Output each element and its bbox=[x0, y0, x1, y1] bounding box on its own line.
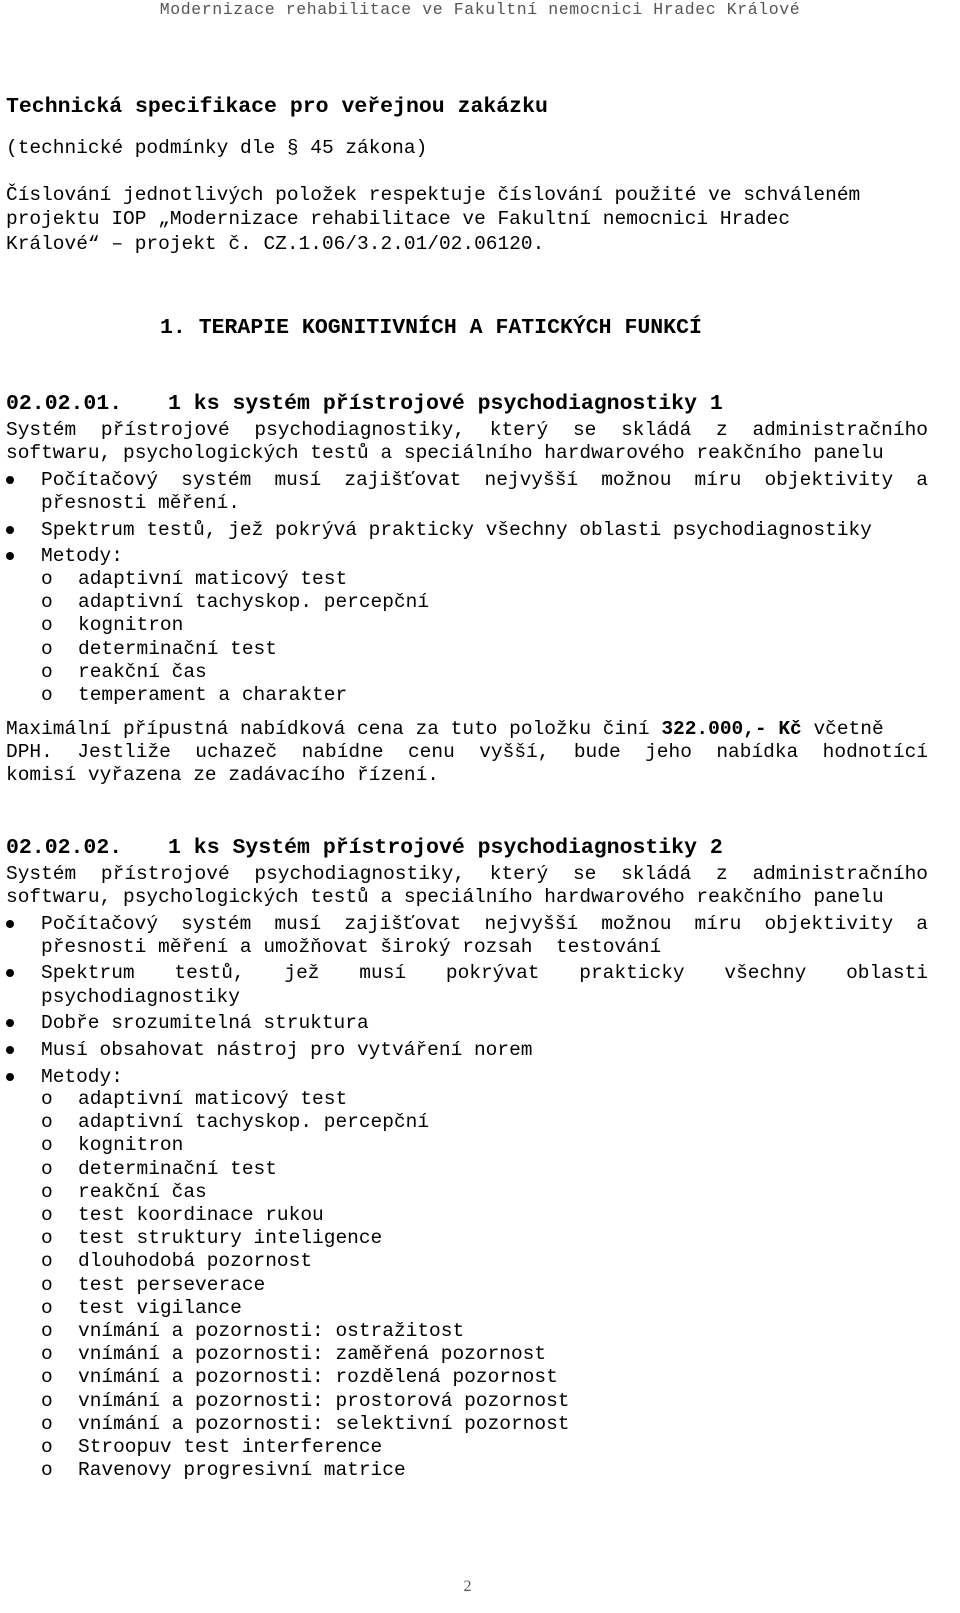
method-item: kognitron bbox=[78, 1134, 184, 1157]
method-marker: o bbox=[41, 1366, 53, 1389]
method-marker: o bbox=[41, 1273, 53, 1296]
intro-line: Číslování jednotlivých položek respektuje číslování použité ve schváleném bbox=[6, 184, 861, 206]
method-item: kognitron bbox=[78, 614, 184, 637]
method-item: dlouhodobá pozornost bbox=[78, 1250, 313, 1273]
intro-line: projektu IOP „Modernizace rehabilitace ve Fakultní nemocnici Hradec bbox=[6, 208, 791, 230]
method-marker: o bbox=[41, 568, 53, 590]
bullet-text: Počítačový systém musí zajišťovat nejvyšší možnou míru objektivity a bbox=[41, 913, 928, 935]
bullet-text: psychodiagnostiky bbox=[41, 986, 240, 1008]
method-item: adaptivní maticový test bbox=[78, 1088, 348, 1110]
bullet-text: Počítačový systém musí zajišťovat nejvyšší možnou míru objektivity a bbox=[41, 469, 928, 491]
method-item: determinační test bbox=[78, 637, 277, 660]
bullet-text: Musí obsahovat nástroj pro vytváření norem bbox=[41, 1039, 533, 1061]
method-item: vnímání a pozornosti: rozdělená pozornost bbox=[78, 1366, 558, 1389]
bullet-text: Dobře srozumitelná struktura bbox=[41, 1012, 369, 1034]
method-item: test vigilance bbox=[78, 1296, 242, 1319]
method-marker: o bbox=[41, 591, 53, 614]
method-marker: o bbox=[41, 1204, 53, 1226]
bullet-icon bbox=[6, 920, 14, 928]
price-line: DPH. Jestliže uchazeč nabídne cenu vyšší, bude jeho nabídka hodnotící bbox=[6, 741, 928, 763]
running-header: Modernizace rehabilitace ve Fakultní nemocnici Hradec Králové bbox=[159, 0, 801, 19]
method-marker: o bbox=[41, 1459, 53, 1482]
item-code: 02.02.02. bbox=[6, 836, 123, 860]
method-marker: o bbox=[41, 1412, 53, 1435]
method-item: temperament a charakter bbox=[78, 684, 348, 706]
bullet-icon bbox=[6, 552, 14, 560]
method-marker: o bbox=[41, 637, 53, 660]
method-item: test perseverace bbox=[78, 1273, 266, 1296]
bullet-text: Spektrum testů, jež pokrývá prakticky všechny oblasti psychodiagnostiky bbox=[41, 519, 872, 541]
price-value: 322.000,- Kč bbox=[661, 718, 802, 740]
method-item: test koordinace rukou bbox=[78, 1204, 324, 1226]
price-line: Maximální přípustná nabídková cena za tuto položku činí 322.000,- Kč včetně bbox=[6, 718, 884, 740]
item-name: 1 ks systém přístrojové psychodiagnostiky 1 bbox=[168, 392, 723, 416]
item-code: 02.02.01. bbox=[6, 392, 123, 416]
bullet-icon bbox=[6, 526, 14, 534]
method-marker: o bbox=[41, 1250, 53, 1273]
method-marker: o bbox=[41, 660, 53, 683]
method-marker: o bbox=[41, 1134, 53, 1157]
item-description-line: softwaru, psychologických testů a speciálního hardwarového reakčního panelu bbox=[6, 886, 884, 908]
method-item: vnímání a pozornosti: prostorová pozornost bbox=[78, 1389, 570, 1412]
method-item: adaptivní maticový test bbox=[78, 568, 348, 590]
method-item: vnímání a pozornosti: ostražitost bbox=[78, 1320, 465, 1342]
bullet-text: Metody: bbox=[41, 1066, 123, 1088]
section-heading: 1. TERAPIE KOGNITIVNÍCH A FATICKÝCH FUNKCÍ bbox=[160, 316, 702, 340]
method-item: Ravenovy progresivní matrice bbox=[78, 1459, 406, 1482]
bullet-icon bbox=[6, 476, 14, 484]
item-description-line: Systém přístrojové psychodiagnostiky, který se skládá z administračního bbox=[6, 419, 928, 441]
bullet-text: přesnosti měření. bbox=[41, 492, 240, 514]
bullet-icon bbox=[6, 969, 14, 977]
bullet-icon bbox=[6, 1046, 14, 1054]
price-line: komisí vyřazena ze zadávacího řízení. bbox=[6, 764, 439, 786]
method-marker: o bbox=[41, 1320, 53, 1342]
method-item: Stroopuv test interference bbox=[78, 1436, 383, 1458]
method-marker: o bbox=[41, 1389, 53, 1412]
intro-line: Králové“ – projekt č. CZ.1.06/3.2.01/02.06120. bbox=[6, 233, 545, 255]
method-item: adaptivní tachyskop. percepční bbox=[78, 1111, 430, 1134]
method-item: vnímání a pozornosti: selektivní pozornost bbox=[78, 1412, 570, 1435]
method-item: test struktury inteligence bbox=[78, 1227, 383, 1250]
page-number: 2 bbox=[463, 1578, 472, 1595]
item-name: 1 ks Systém přístrojové psychodiagnostiky 2 bbox=[168, 836, 723, 860]
bullet-text: Metody: bbox=[41, 545, 123, 567]
method-marker: o bbox=[41, 1157, 53, 1180]
method-marker: o bbox=[41, 1436, 53, 1458]
method-item: vnímání a pozornosti: zaměřená pozornost bbox=[78, 1343, 547, 1366]
bullet-icon bbox=[6, 1073, 14, 1081]
item-description-line: softwaru, psychologických testů a speciálního hardwarového reakčního panelu bbox=[6, 442, 884, 464]
method-marker: o bbox=[41, 1180, 53, 1203]
doc-title: Technická specifikace pro veřejnou zakázku bbox=[6, 95, 548, 119]
bullet-text: přesnosti měření a umožňovat široký rozsah testování bbox=[41, 936, 662, 958]
method-marker: o bbox=[41, 1343, 53, 1366]
doc-subtitle: (technické podmínky dle § 45 zákona) bbox=[6, 137, 428, 159]
method-marker: o bbox=[41, 1296, 53, 1319]
method-marker: o bbox=[41, 1227, 53, 1250]
method-item: adaptivní tachyskop. percepční bbox=[78, 591, 430, 614]
method-item: reakční čas bbox=[78, 660, 207, 683]
bullet-icon bbox=[6, 1019, 14, 1027]
item-description-line: Systém přístrojové psychodiagnostiky, který se skládá z administračního bbox=[6, 863, 928, 885]
bullet-text: Spektrum testů, jež musí pokrývat prakticky všechny oblasti bbox=[41, 962, 928, 984]
method-marker: o bbox=[41, 1088, 53, 1110]
method-item: reakční čas bbox=[78, 1180, 207, 1203]
method-marker: o bbox=[41, 684, 53, 706]
method-item: determinační test bbox=[78, 1157, 277, 1180]
method-marker: o bbox=[41, 614, 53, 637]
method-marker: o bbox=[41, 1111, 53, 1134]
